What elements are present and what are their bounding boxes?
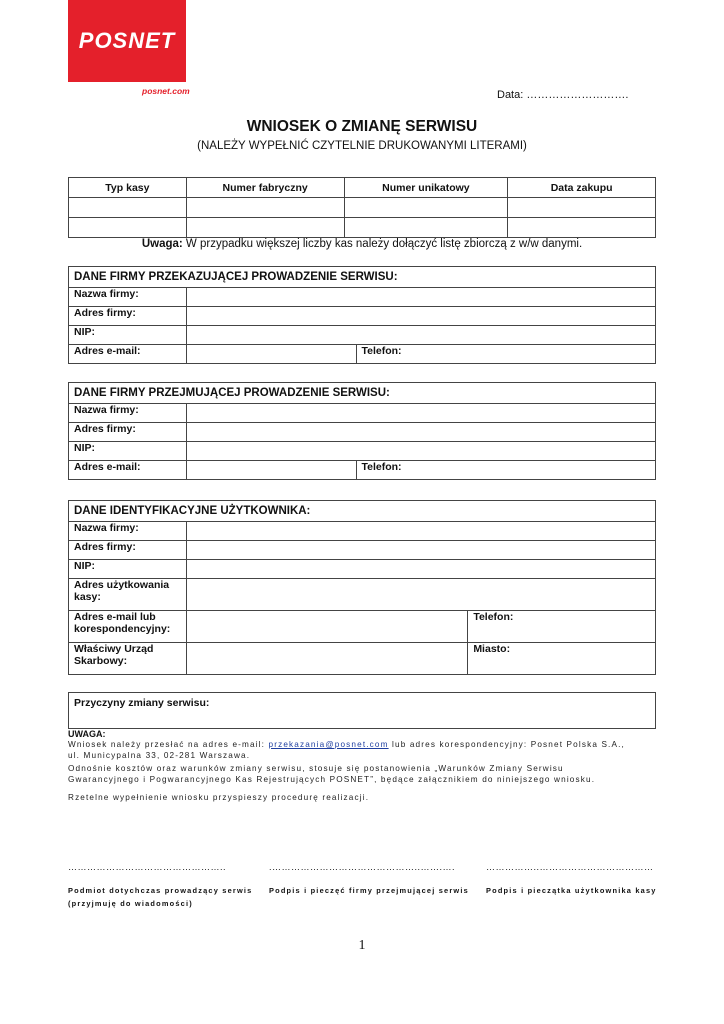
cell-input[interactable] xyxy=(186,218,344,238)
reasons-table xyxy=(68,692,656,729)
nip-input[interactable] xyxy=(186,560,655,579)
email-link[interactable]: przekazania@posnet.com xyxy=(268,740,389,749)
footer-text: lub adres korespondencyjny: Posnet Polska S.A., xyxy=(388,740,625,749)
label-line: Adres użytkowania xyxy=(74,579,170,591)
field-label: NIP: xyxy=(69,442,187,461)
phone-input[interactable]: Telefon: xyxy=(356,345,656,364)
phone-input[interactable]: Telefon: xyxy=(356,461,656,480)
signature-label-2: Podpis i pieczęć firmy przejmującej serwis xyxy=(269,886,469,895)
col-header-type: Typ kasy xyxy=(69,178,187,198)
col-header-purchase-date: Data zakupu xyxy=(508,178,656,198)
label-line: kasy: xyxy=(74,591,101,603)
nip-input[interactable] xyxy=(186,442,655,461)
nip-input[interactable] xyxy=(186,326,655,345)
field-label-tax-office xyxy=(69,643,187,675)
note-bold: Uwaga: xyxy=(141,238,183,250)
reasons-input[interactable]: Przyczyny zmiany serwisu: xyxy=(69,693,656,729)
footer-line: Odnośnie kosztów oraz warunków zmiany serwisu, stosuje się postanowienia „Warunków Zmiany Serwisu xyxy=(68,764,564,773)
label-line: Właściwy Urząd xyxy=(74,643,154,655)
transfer-company-table xyxy=(68,266,656,364)
field-label: NIP: xyxy=(69,326,187,345)
label-line: Podmiot dotychczas prowadzący serwis xyxy=(68,886,253,895)
logo-wordmark: POSNET xyxy=(78,28,176,53)
cell-input[interactable] xyxy=(69,218,187,238)
field-label: Nazwa firmy: xyxy=(69,404,187,423)
name-input[interactable] xyxy=(186,288,655,307)
receive-company-table xyxy=(68,382,656,480)
field-label: Adres e-mail: xyxy=(69,345,187,364)
table-row xyxy=(69,218,656,238)
page-title: WNIOSEK O ZMIANĘ SERWISU xyxy=(246,118,478,135)
section-title: DANE FIRMY PRZEKAZUJĄCEJ PROWADZENIE SERWISU: xyxy=(69,267,656,288)
email-input[interactable] xyxy=(186,461,356,480)
note-text xyxy=(68,238,656,250)
signature-label-1 xyxy=(68,884,253,910)
field-label: Adres firmy: xyxy=(69,307,187,326)
address-input[interactable] xyxy=(186,423,655,442)
cell-input[interactable] xyxy=(344,198,508,218)
signature-line-1: ………………………………………….. xyxy=(68,862,227,872)
label-line: Skarbowy: xyxy=(74,655,128,667)
field-label: NIP: xyxy=(69,560,187,579)
tax-office-input[interactable] xyxy=(186,643,467,675)
cell-input[interactable] xyxy=(69,198,187,218)
footer-line: Rzetelne wypełnienie wniosku przyspieszy procedurę realizacji. xyxy=(68,793,370,802)
label-line: (przyjmuję do wiadomości) xyxy=(68,899,193,908)
device-table xyxy=(68,177,656,238)
field-label: Adres e-mail: xyxy=(69,461,187,480)
field-label: Nazwa firmy: xyxy=(69,288,187,307)
section-title: DANE FIRMY PRZEJMUJĄCEJ PROWADZENIE SERWISU: xyxy=(69,383,656,404)
logo-domain: posnet.com xyxy=(142,86,190,96)
field-label: Adres firmy: xyxy=(69,423,187,442)
city-input[interactable]: Miasto: xyxy=(468,643,656,675)
note-body: W przypadku większej liczby kas należy dołączyć listę zbiorczą z w/w danymi. xyxy=(182,238,583,250)
footer-text: Wniosek należy przesłać na adres e-mail: xyxy=(68,740,269,749)
cell-input[interactable] xyxy=(186,198,344,218)
phone-input[interactable]: Telefon: xyxy=(468,611,656,643)
footer-line: ul. Municypalna 33, 02-281 Warszawa. xyxy=(68,751,251,760)
label-line: korespondencyjny: xyxy=(74,623,171,635)
email-input[interactable] xyxy=(186,611,467,643)
address-input[interactable] xyxy=(186,307,655,326)
label-line: Adres e-mail lub xyxy=(74,611,156,623)
address-input[interactable] xyxy=(186,541,655,560)
cell-input[interactable] xyxy=(344,218,508,238)
col-header-unique: Numer unikatowy xyxy=(344,178,508,198)
uwaga-heading: UWAGA: xyxy=(68,729,106,739)
page-number: 1 xyxy=(358,938,366,953)
page-subtitle: (NALEŻY WYPEŁNIĆ CZYTELNIE DRUKOWANYMI LITERAMI) xyxy=(197,140,527,152)
col-header-serial: Numer fabryczny xyxy=(186,178,344,198)
cell-input[interactable] xyxy=(508,198,656,218)
cell-input[interactable] xyxy=(508,218,656,238)
posnet-logo xyxy=(68,0,186,82)
section-title: DANE IDENTYFIKACYJNE UŻYTKOWNIKA: xyxy=(69,501,656,522)
name-input[interactable] xyxy=(186,522,655,541)
footer-line xyxy=(68,739,656,750)
field-label: Nazwa firmy: xyxy=(69,522,187,541)
usage-address-input[interactable] xyxy=(186,579,655,611)
field-label: Adres firmy: xyxy=(69,541,187,560)
table-row xyxy=(69,198,656,218)
field-label-email xyxy=(69,611,187,643)
user-identification-table xyxy=(68,500,656,675)
date-field[interactable]: Data: ………………………. xyxy=(497,89,629,101)
signature-label-3: Podpis i pieczątka użytkownika kasy xyxy=(486,886,657,895)
signature-line-3: ……………..……………………………… xyxy=(486,862,654,872)
field-label-usage-address xyxy=(69,579,187,611)
signature-line-2: .………………………………………..…….…. xyxy=(269,862,456,872)
footer-line: Gwarancyjnego i Pogwarancyjnego Kas Rejestrujących POSNET”, będące załącznikiem do niniejszego wniosku. xyxy=(68,775,596,784)
name-input[interactable] xyxy=(186,404,655,423)
email-input[interactable] xyxy=(186,345,356,364)
